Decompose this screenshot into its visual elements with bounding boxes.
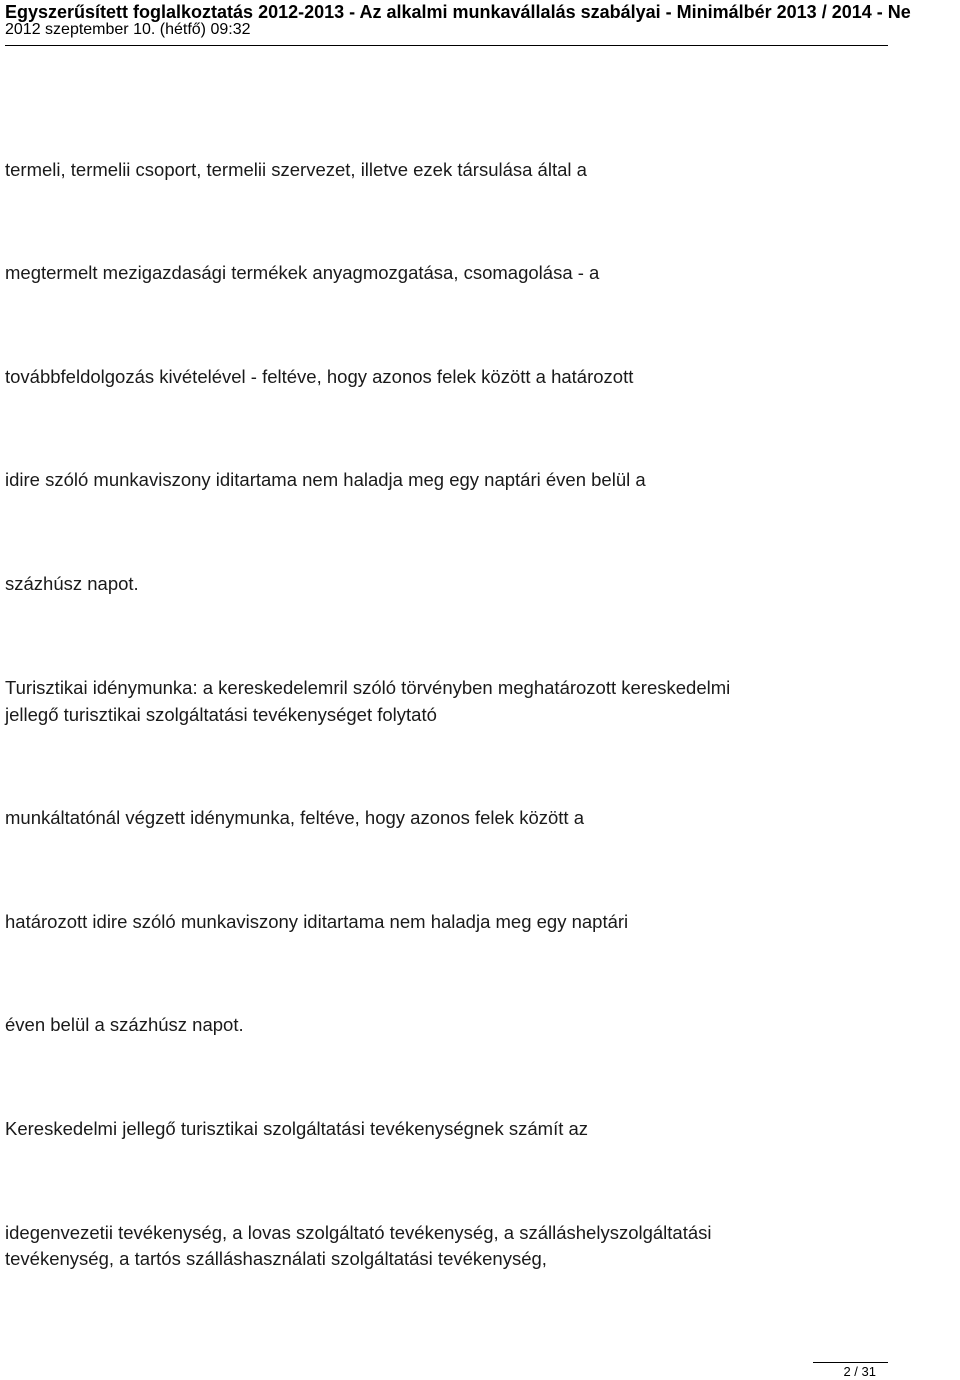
header-divider — [5, 45, 888, 46]
body-line: Kereskedelmi jellegő turisztikai szolgáltatási tevékenységnek számít az — [5, 1118, 589, 1139]
body-line: termeli, termelii csoport, termelii szervezet, illetve ezek társulása által a — [5, 159, 587, 180]
body-line: megtermelt mezigazdasági termékek anyagmozgatása, csomagolása - a — [5, 262, 600, 283]
body-line: tevékenység, a tartós szálláshasználati szolgáltatási tevékenység, — [5, 1248, 547, 1269]
body-line: idire szóló munkaviszony iditartama nem haladja meg egy naptári éven belül a — [5, 469, 646, 490]
body-line: határozott idire szóló munkaviszony iditartama nem haladja meg egy naptári — [5, 911, 629, 932]
body-line: munkáltatónál végzett idénymunka, feltéve, hogy azonos felek között a — [5, 807, 584, 828]
body-line: idegenvezetii tevékenység, a lovas szolgáltató tevékenység, a szálláshelyszolgáltatási — [5, 1222, 712, 1243]
body-line: jellegő turisztikai szolgáltatási tevékenységet folytató — [5, 704, 437, 725]
body-line: százhúsz napot. — [5, 573, 139, 594]
body-line: Turisztikai idénymunka: a kereskedelemril szóló törvényben meghatározott kereskedelmi — [5, 677, 731, 698]
footer-divider — [813, 1362, 888, 1363]
body-line: éven belül a százhúsz napot. — [5, 1014, 244, 1035]
document-title: Egyszerűsített foglalkoztatás 2012-2013 - Az alkalmi munkavállalás szabályai - Minimálbér 2013 / 2014 - Ne — [5, 2, 911, 22]
document-date: 2012 szeptember 10. (hétfő) 09:32 — [5, 21, 251, 38]
body-line: továbbfeldolgozás kivételével - feltéve, hogy azonos felek között a határozott — [5, 366, 634, 387]
page-number: 2 / 31 — [843, 1364, 876, 1379]
